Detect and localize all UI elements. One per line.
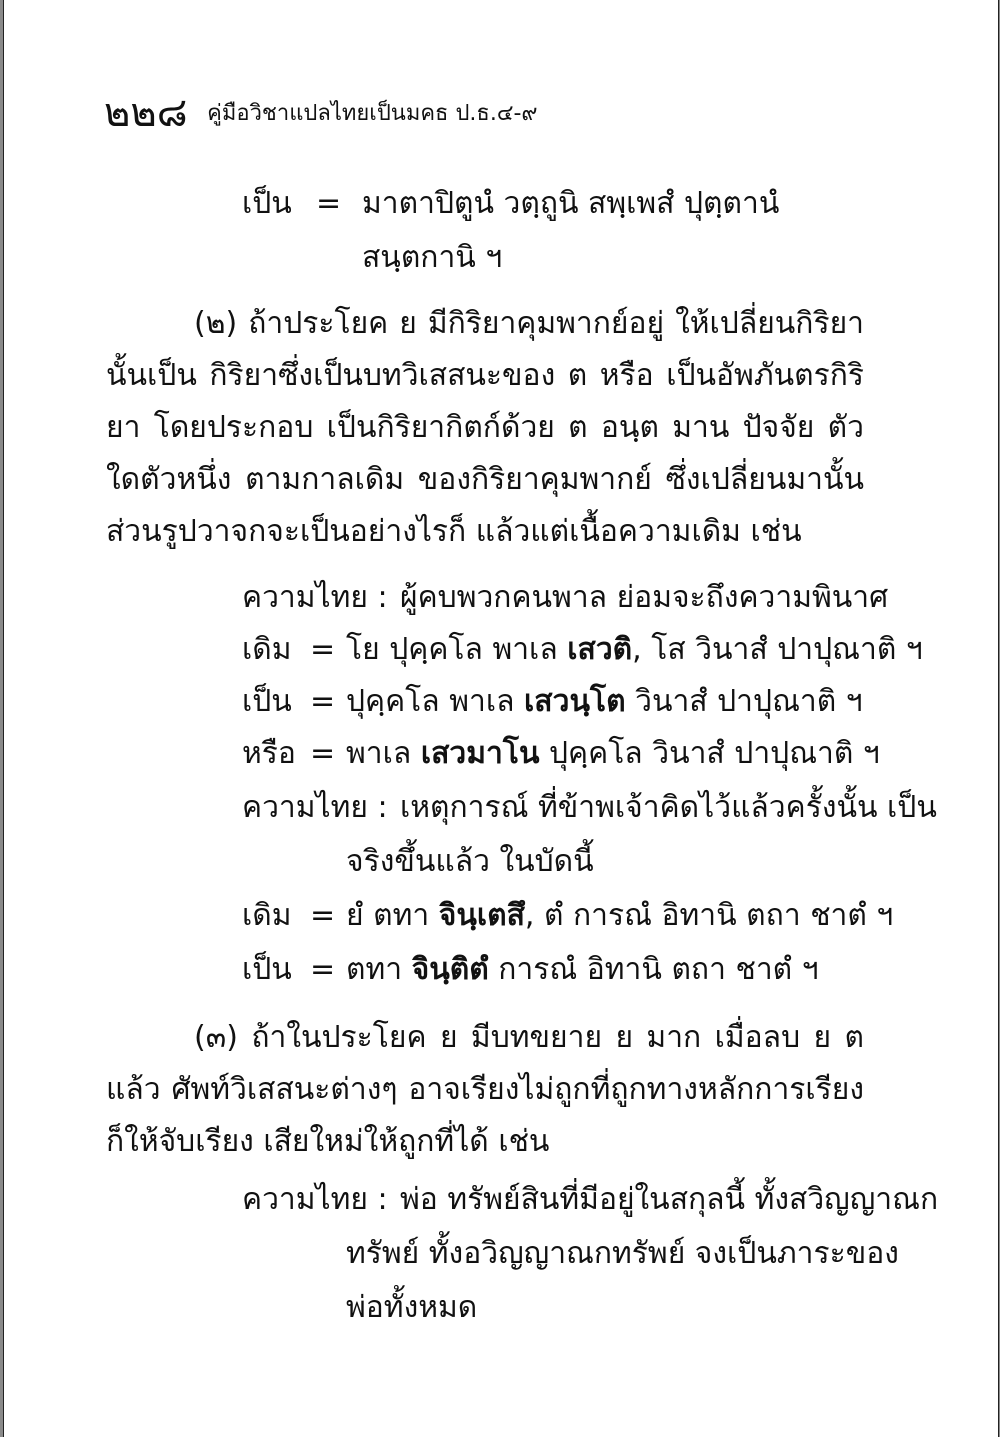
ex1-line3-post: ปุคฺคโล วินาสํ ปาปุณาติ ฯ (549, 736, 880, 771)
ex1-line3-verb: เสวมาโน (420, 736, 540, 771)
block1-line2: สนฺตกานิ ฯ (362, 240, 503, 275)
ex1-line1-eq: = (310, 632, 336, 667)
ex1-line1-pre: โย ปุคฺคโล พาเล (346, 632, 558, 667)
ex2-line1-pre: ยํ ตทา (346, 898, 430, 933)
ex1-line2-text (346, 682, 863, 722)
ex2-line1-eq: = (310, 898, 336, 933)
ex3-line1: พ่อ ทรัพย์สินที่มีอยู่ในสกุลนี้ ทั้งสวิญญาณก (400, 1182, 939, 1217)
ex2-line2-post: การณํ อิทานิ ตถา ชาตํ ฯ (498, 952, 819, 987)
document-page (3, 0, 999, 1437)
ex1-line3-label: หรือ (242, 736, 296, 771)
page-header (104, 80, 538, 144)
ex1-line2-pre: ปุคฺคโล พาเล (346, 684, 515, 719)
ex1-line3-pre: พาเล (346, 736, 412, 771)
ex2-line1-text (346, 896, 893, 936)
ex1-thai-label: ความไทย : (242, 580, 388, 615)
ex2-line2-eq: = (310, 952, 336, 987)
paragraph-3: (๓) ถ้าในประโยค ย มีบทขยาย ย มาก เมื่อลบ ย ต แล้ว ศัพท์วิเสสนะต่างๆ อาจเรียงไม่ถูกที่ถูกทางหลักการเรียง ก็ให้จับเรียง เสียใหม่ให้ถูกที่ได้ เช่น (106, 1020, 864, 1159)
ex2-line1-verb: จินฺเตสึ (438, 898, 525, 933)
ex2-line1-label: เดิม (242, 898, 292, 933)
block1-label: เป็น (242, 186, 292, 221)
ex2-line2-text (346, 950, 819, 990)
ex1-line3-text (346, 734, 880, 774)
ex3-thai-label: ความไทย : (242, 1182, 388, 1217)
ex1-line2-post: วินาสํ ปาปุณาติ ฯ (635, 684, 863, 719)
ex1-line2-verb: เสวนฺโต (524, 684, 626, 719)
ex3-line2: ทรัพย์ ทั้งอวิญญาณกทรัพย์ จงเป็นภาระของ (346, 1236, 899, 1271)
ex3-line3: พ่อทั้งหมด (346, 1290, 478, 1325)
ex2-thai-label: ความไทย : (242, 790, 388, 825)
ex1-line1-label: เดิม (242, 632, 292, 667)
ex2-line2-pre: ตทา (346, 952, 403, 987)
ex2-line2-verb: จินฺติตํ (411, 952, 489, 987)
ex1-line1-verb: เสวติ (567, 632, 633, 667)
ex2-line1-post: , ตํ การณํ อิทานิ ตถา ชาตํ ฯ (524, 898, 894, 933)
ex2-thai-line2: จริงขึ้นแล้ว ในบัดนี้ (346, 844, 594, 879)
ex1-thai-text: ผู้คบพวกคนพาล ย่อมจะถึงความพินาศ (400, 580, 889, 615)
block1-eq: = (316, 186, 342, 221)
block1-line1: มาตาปิตูนํ วตฺถูนิ สพฺเพสํ ปุตฺตานํ (362, 186, 780, 221)
page-number: ๒๒๘ (104, 90, 188, 136)
ex1-line2-label: เป็น (242, 684, 292, 719)
paragraph-2: (๒) ถ้าประโยค ย มีกิริยาคุมพากย์อยู่ ให้เปลี่ยนกิริยานั้นเป็น กิริยาซึ่งเป็นบทวิเสสนะของ ต หรือ เป็นอัพภันตรกิริยา โดยประกอบ เป็นกิริยากิตก์ด้วย ต อนฺต มาน ปัจจัย ตัวใดตัวหนึ่ง ตามกาลเดิม ของกิริยาคุมพากย์ ซึ่งเปลี่ยนมานั้น ส่วนรูปวาจกจะเป็นอย่างไรก็ แล้วแต่เนื้อความเดิม เช่น (106, 306, 864, 549)
ex1-line2-eq: = (310, 684, 336, 719)
ex1-line1-post: , โส วินาสํ ปาปุณาติ ฯ (632, 632, 923, 667)
ex2-thai-line1: เหตุการณ์ ที่ข้าพเจ้าคิดไว้แล้วครั้งนั้น เป็น (400, 790, 937, 825)
ex1-line1-text (346, 630, 923, 670)
book-title: คู่มือวิชาแปลไทยเป็นมคธ ป.ธ.๔-๙ (207, 100, 538, 126)
ex2-line2-label: เป็น (242, 952, 292, 987)
ex1-line3-eq: = (310, 736, 336, 771)
